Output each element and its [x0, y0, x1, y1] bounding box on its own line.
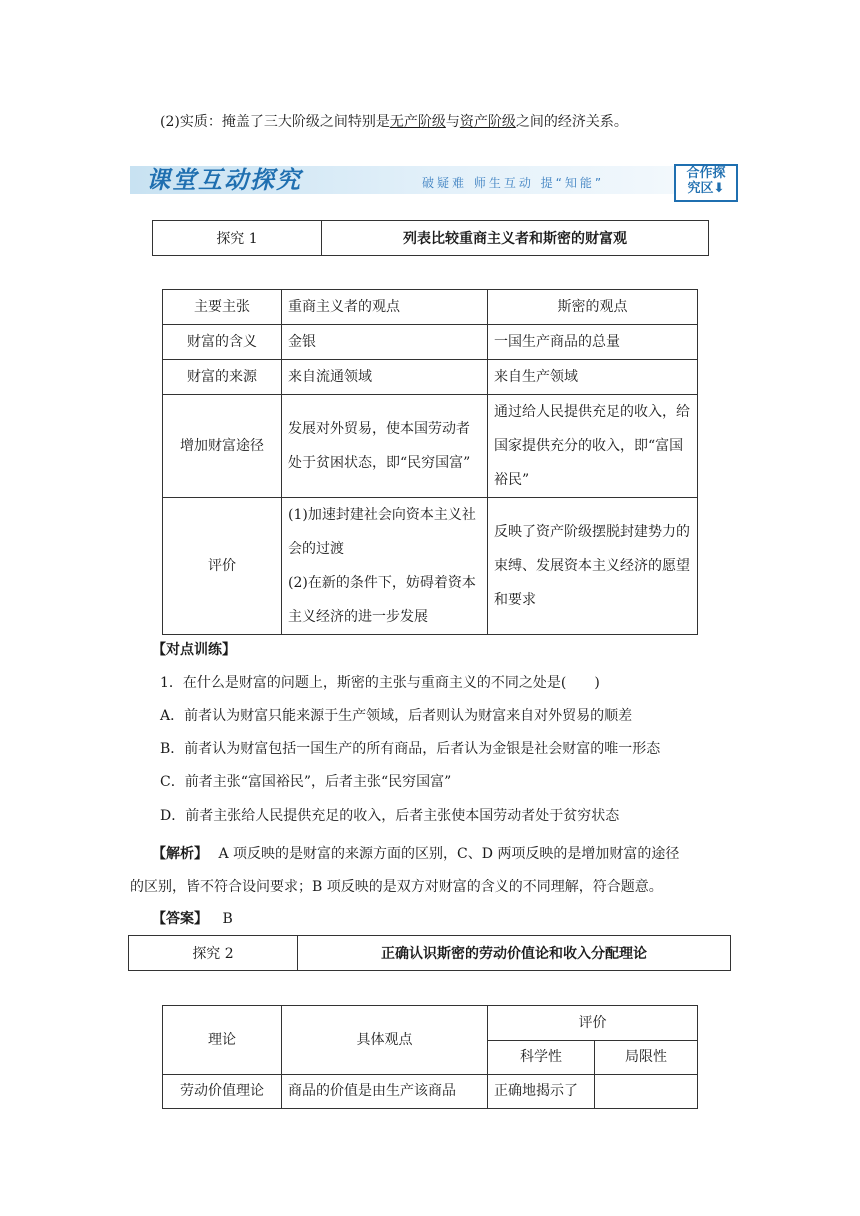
- table1-cell: 财富的来源: [163, 360, 282, 395]
- intro-line: [160, 112, 628, 132]
- explore-1-title: 列表比较重商主义者和斯密的财富观: [322, 221, 709, 256]
- table2-cell: [595, 1075, 698, 1109]
- banner-subtitle: 破疑难 师生互动 提“知能”: [422, 176, 605, 190]
- table1-cell: 通过给人民提供充足的收入，给国家提供充分的收入，即“富国裕民”: [488, 395, 698, 498]
- table1-cell: 发展对外贸易，使本国劳动者处于贫困状态，即“民穷国富”: [282, 395, 488, 498]
- analysis-line-2: 的区别，皆不符合设问要求；B 项反映的是双方对财富的含义的不同理解，符合题意。: [130, 879, 663, 895]
- explore-2-header: [128, 935, 731, 971]
- table1-cell: 财富的含义: [163, 325, 282, 360]
- table2-cell: 商品的价值是由生产该商品: [282, 1075, 488, 1109]
- analysis-line-1: [152, 844, 679, 864]
- table2-header-view: 具体观点: [282, 1006, 488, 1075]
- table1-cell: 反映了资产阶级摆脱封建势力的束缚、发展资本主义经济的愿望和要求: [488, 498, 698, 635]
- table1-cell: 来自生产领域: [488, 360, 698, 395]
- table2-header-sci: 科学性: [488, 1041, 595, 1075]
- explore-2-title: 正确认识斯密的劳动价值论和收入分配理论: [298, 936, 731, 971]
- option-b: B．前者认为财富包括一国生产的所有商品，后者认为金银是社会财富的唯一形态: [160, 741, 661, 757]
- table2-header-eval: 评价: [488, 1006, 698, 1041]
- intro-text-prefix: (2)实质：掩盖了三大阶级之间特别是: [160, 114, 390, 130]
- table1-cell: 一国生产商品的总量: [488, 325, 698, 360]
- table2-header-theory: 理论: [163, 1006, 282, 1075]
- intro-text-suffix: 之间的经济关系。: [515, 114, 628, 130]
- section-banner: [130, 160, 738, 202]
- theory-table: [162, 1005, 698, 1109]
- explore-1-label: 探究 1: [153, 221, 322, 256]
- table1-header-cell: 重商主义者的观点: [282, 290, 488, 325]
- analysis-text-1: A 项反映的是财富的来源方面的区别，C、D 两项反映的是增加财富的途径: [218, 846, 680, 862]
- explore-2-label: 探究 2: [129, 936, 298, 971]
- option-a: A．前者认为财富只能来源于生产领域，后者则认为财富来自对外贸易的顺差: [160, 708, 633, 724]
- question-stem: 1．在什么是财富的问题上，斯密的主张与重商主义的不同之处是( ): [160, 675, 600, 691]
- table1-cell: 金银: [282, 325, 488, 360]
- analysis-label: 【解析】: [152, 846, 208, 862]
- intro-text-mid: 与: [445, 114, 460, 130]
- table1-cell: 评价: [163, 498, 282, 635]
- answer-label: 【答案】: [152, 911, 208, 927]
- badge-line-2: 究区⬇: [687, 181, 725, 196]
- banner-badge: [674, 164, 738, 202]
- badge-line-1: 合作探: [686, 166, 726, 181]
- table2-header-lim: 局限性: [595, 1041, 698, 1075]
- table1-cell: 增加财富途径: [163, 395, 282, 498]
- table2-cell: 劳动价值理论: [163, 1075, 282, 1109]
- answer-value: B: [222, 911, 233, 927]
- table1-cell: (1)加速封建社会向资本主义社会的过渡 (2)在新的条件下，妨碍着资本主义经济的进一步发展: [282, 498, 488, 635]
- option-d: D．前者主张给人民提供充足的收入，后者主张使本国劳动者处于贫穷状态: [160, 808, 620, 824]
- option-c: C．前者主张“富国裕民”，后者主张“民穷国富”: [160, 774, 452, 790]
- table1-cell: 来自流通领域: [282, 360, 488, 395]
- table1-header-cell: 主要主张: [163, 290, 282, 325]
- underlined-term-proletariat: 无产阶级: [389, 114, 446, 130]
- explore-1-header: [152, 220, 709, 256]
- wealth-comparison-table: [162, 289, 698, 635]
- table2-cell: 正确地揭示了: [488, 1075, 595, 1109]
- answer-line: [152, 909, 233, 929]
- table1-header-cell: 斯密的观点: [488, 290, 698, 325]
- training-heading: 【对点训练】: [152, 642, 236, 658]
- underlined-term-bourgeoisie: 资产阶级: [459, 114, 516, 130]
- banner-title: 课堂互动探究: [146, 166, 302, 194]
